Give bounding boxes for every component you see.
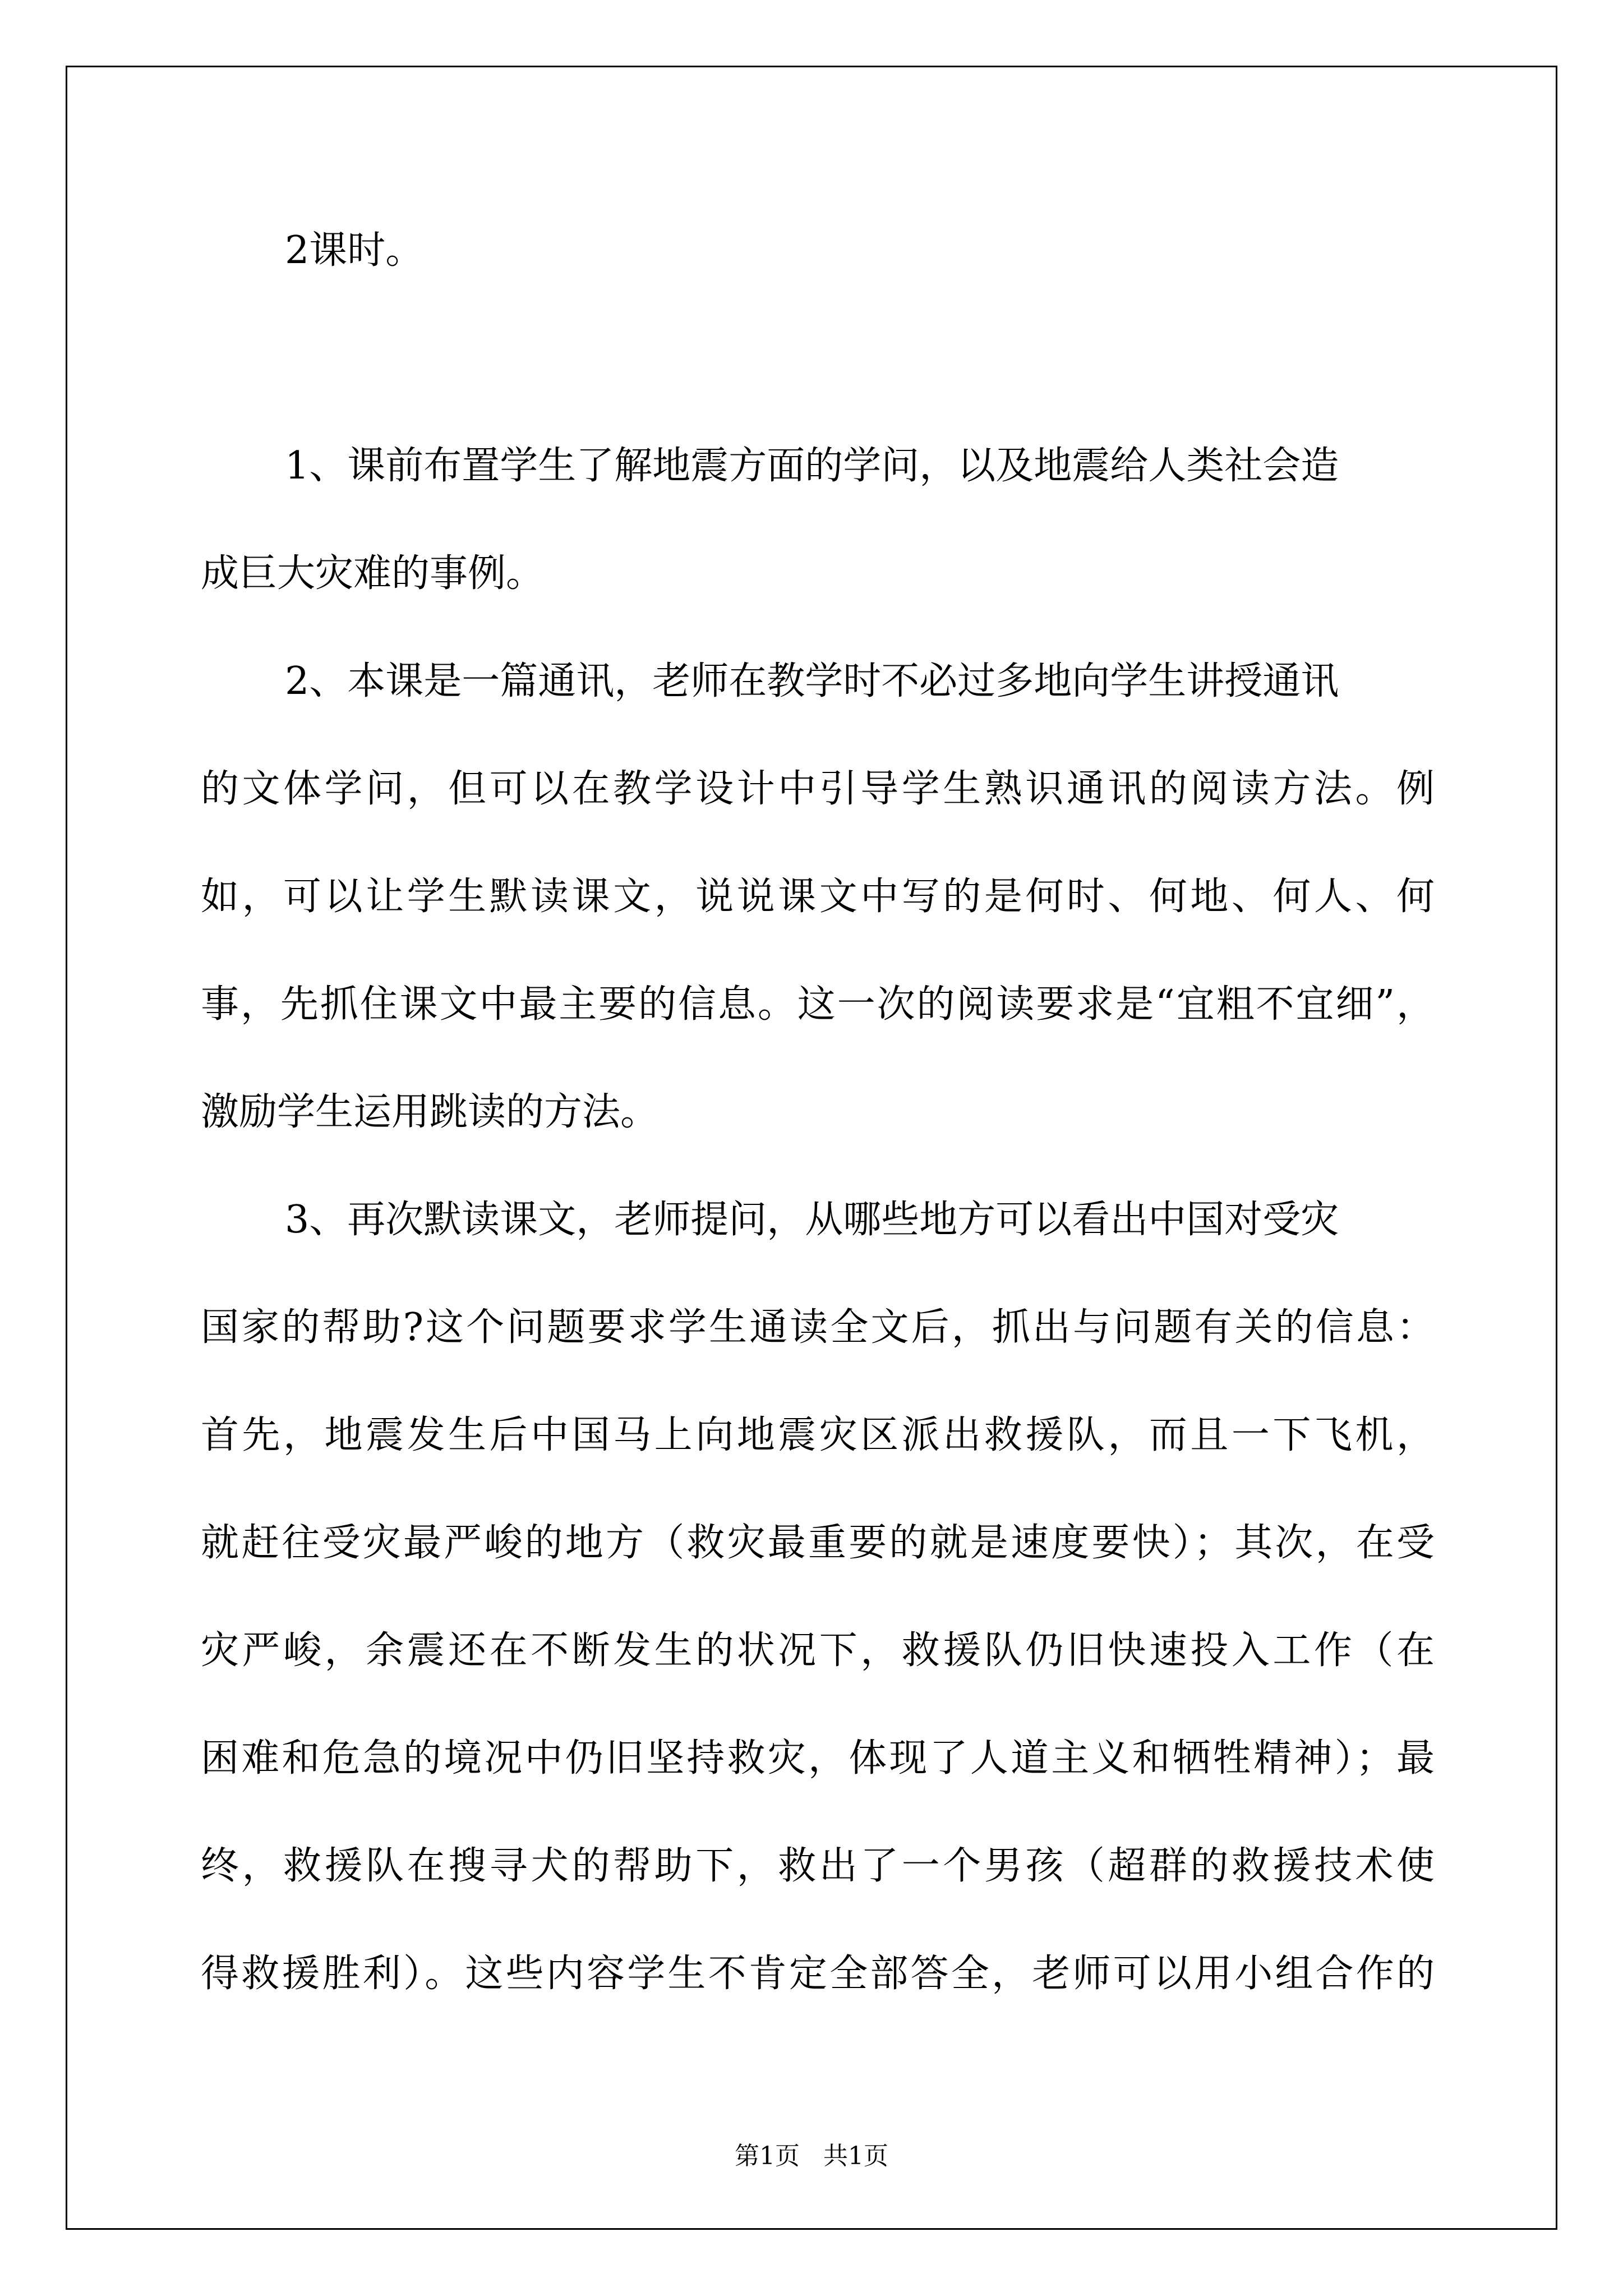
text-line: 得救援胜利）。这些内容学生不肯定全部答全，老师可以用小组合作的 xyxy=(201,1952,1435,1996)
paragraph-class-hours: 2课时。 xyxy=(285,228,424,273)
text-line: 2、本课是一篇通讯，老师在教学时不必过多地向学生讲授通讯 xyxy=(285,659,1339,703)
text-line: 1、课前布置学生了解地震方面的学问，以及地震给人类社会造 xyxy=(285,444,1339,488)
page-number-current: 第1页 xyxy=(735,2142,800,2170)
text-line: 困难和危急的境况中仍旧坚持救灾，体现了人道主义和牺牲精神）；最 xyxy=(201,1736,1435,1780)
text-line: 事，先抓住课文中最主要的信息。这一次的阅读要求是“宜粗不宜细”， xyxy=(201,982,1435,1027)
page-border xyxy=(66,66,1557,2230)
text-line: 的文体学问，但可以在教学设计中引导学生熟识通讯的阅读方法。例 xyxy=(201,767,1435,811)
page-footer xyxy=(0,2136,1623,2171)
page-number-total: 共1页 xyxy=(823,2142,888,2170)
text-line: 国家的帮助?这个问题要求学生通读全文后，抓出与问题有关的信息： xyxy=(201,1305,1435,1350)
text-line: 首先，地震发生后中国马上向地震灾区派出救援队，而且一下飞机， xyxy=(201,1413,1435,1457)
text-line: 成巨大灾难的事例。 xyxy=(201,551,545,596)
text-line: 3、再次默读课文，老师提问，从哪些地方可以看出中国对受灾 xyxy=(285,1198,1339,1242)
text-line: 灾严峻，余震还在不断发生的状况下，救援队仍旧快速投入工作（在 xyxy=(201,1628,1435,1673)
text-line: 激励学生运用跳读的方法。 xyxy=(201,1090,659,1134)
text-line: 就赶往受灾最严峻的地方（救灾最重要的就是速度要快）；其次，在受 xyxy=(201,1521,1435,1565)
text-line: 终，救援队在搜寻犬的帮助下，救出了一个男孩（超群的救援技术使 xyxy=(201,1844,1435,1888)
text-line: 如，可以让学生默读课文，说说课文中写的是何时、何地、何人、何 xyxy=(201,875,1435,919)
